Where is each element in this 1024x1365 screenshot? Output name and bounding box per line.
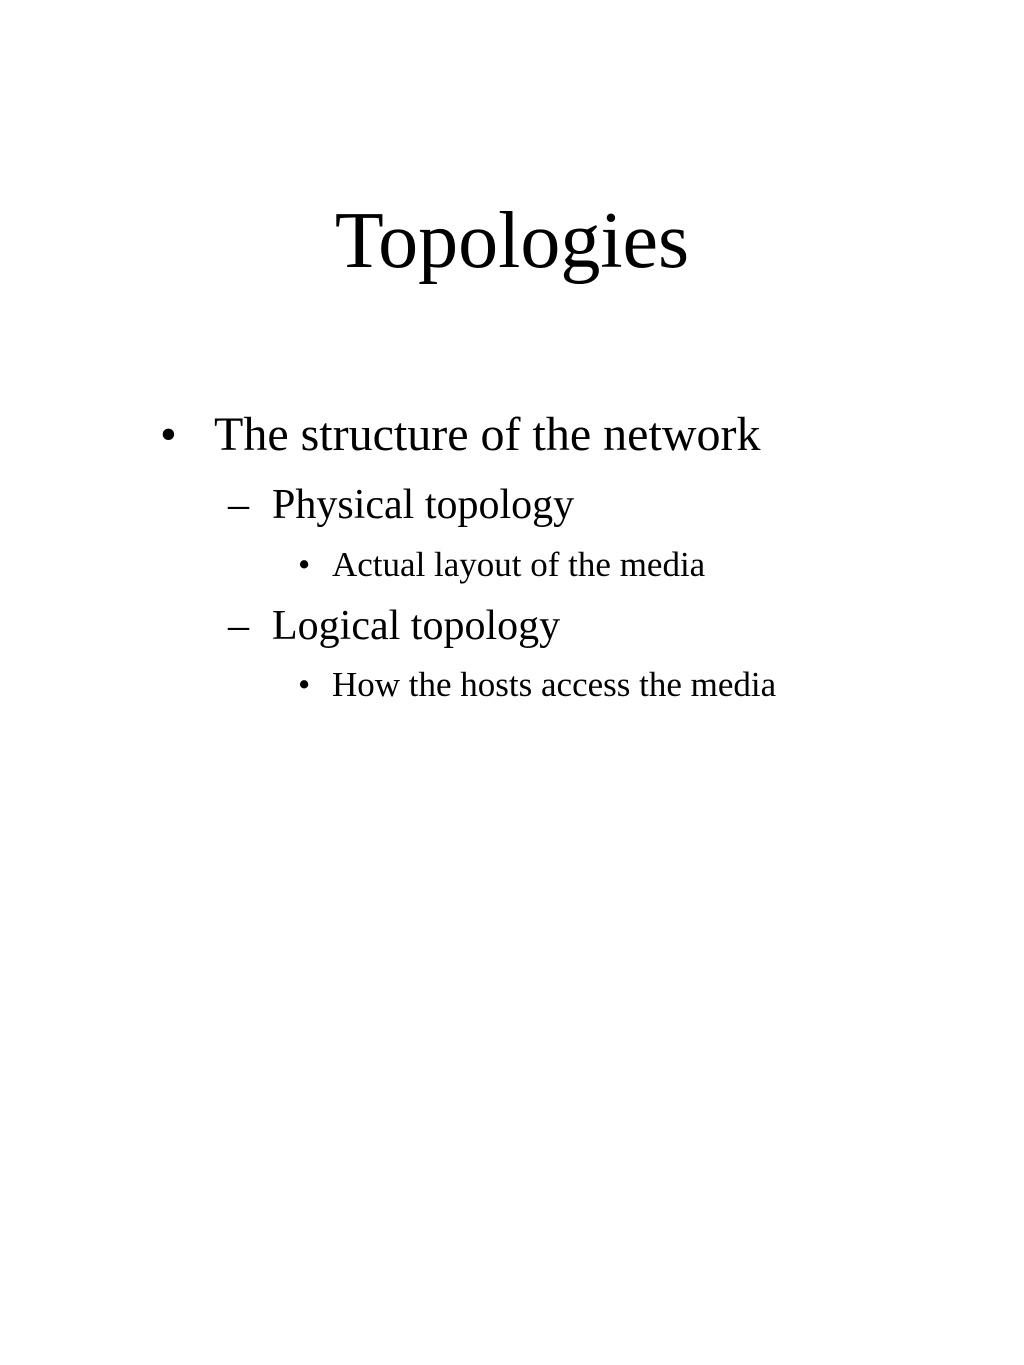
sub-sub-item-text: Actual layout of the media: [332, 545, 706, 584]
sub-item-logical-topology: [228, 598, 560, 654]
bullet-item: [160, 405, 760, 465]
sub-item-text: Logical topology: [272, 603, 561, 649]
bullet-marker: •: [298, 665, 311, 704]
sub-item-physical-topology: [228, 477, 574, 533]
bullet-text: The structure of the network: [214, 408, 761, 461]
bullet-marker: •: [298, 545, 311, 584]
slide-title: Topologies: [334, 197, 690, 285]
bullet-marker: •: [160, 408, 177, 461]
dash-marker: –: [228, 603, 249, 649]
dash-marker: –: [228, 482, 249, 528]
sub-item-text: Physical topology: [272, 482, 575, 528]
sub-sub-item-logical-detail: [298, 662, 776, 708]
sub-sub-item-physical-detail: [298, 542, 705, 588]
sub-sub-item-text: How the hosts access the media: [332, 665, 777, 704]
